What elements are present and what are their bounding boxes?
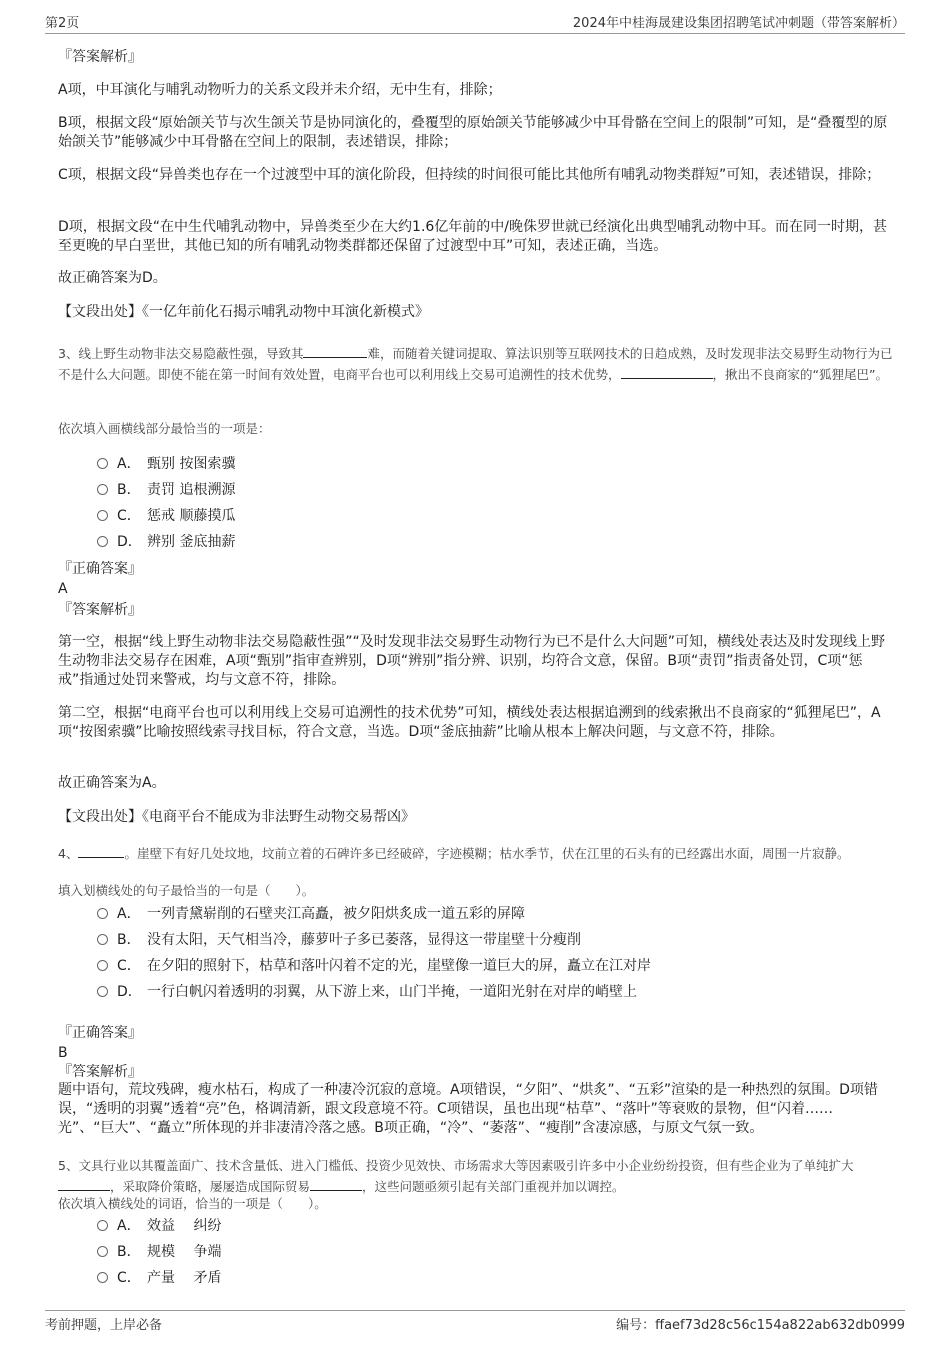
q4-option-c[interactable]: C． 在夕阳的照射下，枯草和落叶闪着不定的光，崖壁像一道巨大的屏，矗立在江对岸 (97, 956, 651, 976)
q5-option-b[interactable]: B． 规模 争端 (97, 1242, 221, 1262)
q4-option-a[interactable]: A． 一列青黛崭削的石壁夹江高矗，被夕阳烘炙成一道五彩的屏障 (97, 904, 525, 924)
header-divider (45, 33, 905, 34)
q4-answer: B (58, 1045, 68, 1061)
blank (303, 344, 367, 358)
q3-answer: A (58, 581, 68, 597)
radio-icon[interactable] (97, 484, 108, 495)
radio-icon[interactable] (97, 960, 108, 971)
q2-option-a-analysis: A项，中耳演化与哺乳动物听力的关系文段并未介绍，无中生有，排除； (58, 82, 502, 98)
document-id: 编号：ffaef73d28c56c154a822ab632db0999 (616, 1318, 905, 1333)
q5-option-a[interactable]: A． 效益 纠纷 (97, 1216, 221, 1236)
q5-prompt: 依次填入横线处的词语，恰当的一项是（ ）。 (58, 1196, 327, 1211)
q4-analysis: 题中语句，荒坟残碑，瘦水枯石，构成了一种凄冷沉寂的意境。A项错误，“夕阳”、“烘炙”、“五彩”渲染的是一种热烈的氛围。D项错误，“透明的羽翼”透着“亮”色，格调清新，跟文段意境不符。C项错误，虽也出现“枯草”、“落叶”等衰败的景物，但“闪着……光”、“巨大”、“矗立”所体现的并非凄清冷落之感。B项正确，“冷”、“萎落”、“瘦削”含凄凉感，与原文气氛一致。 (58, 1082, 878, 1136)
blank (78, 844, 124, 858)
radio-icon[interactable] (97, 1220, 108, 1231)
q5-option-c[interactable]: C． 产量 矛盾 (97, 1268, 221, 1288)
q3-source: 【文段出处】《电商平台不能成为非法野生动物交易帮凶》 (58, 809, 415, 825)
q2-analysis-label: 『答案解析』 (58, 49, 142, 65)
blank (621, 365, 713, 379)
q3-stem: 3、线上野生动物非法交易隐蔽性强，导致其 难，而随着关键词提取、算法识别等互联网技术的日趋成熟，及时发现非法交易野生动物行为已不是什么大问题。即使不能在第一时间有效处置，电商平台也可以利用线上交易可追溯性的技术优势， ，揪出不良商家的“狐狸尾巴”。 (58, 346, 893, 382)
q2-option-d-analysis: D项，根据文段“在中生代哺乳动物中，异兽类至少在大约1.6亿年前的中/晚侏罗世就已经演化出典型哺乳动物中耳。而在同一时期，甚至更晚的早白垩世，其他已知的所有哺乳动物类群都还保留了过渡型中耳”可知，表述正确，当选。 (58, 219, 888, 254)
radio-icon[interactable] (97, 986, 108, 997)
q3-option-a[interactable]: A． 甄别 按图索骥 (97, 454, 235, 474)
q4-analysis-label: 『答案解析』 (58, 1064, 142, 1080)
page-footer (45, 1314, 905, 1332)
radio-icon[interactable] (97, 1272, 108, 1283)
q2-conclusion: 故正确答案为D。 (58, 270, 167, 286)
q3-option-d[interactable]: D． 辨别 釜底抽薪 (97, 532, 235, 552)
q3-answer-label: 『正确答案』 (58, 561, 142, 577)
q4-option-d[interactable]: D． 一行白帆闪着透明的羽翼，从下游上来，山门半掩，一道阳光射在对岸的峭壁上 (97, 982, 637, 1002)
q2-source: 【文段出处】《一亿年前化石揭示哺乳动物中耳演化新模式》 (58, 304, 429, 320)
page-number: 第2页 (45, 16, 80, 31)
radio-icon[interactable] (97, 908, 108, 919)
radio-icon[interactable] (97, 1246, 108, 1257)
page-header (45, 12, 905, 32)
q3-analysis-para2: 第二空，根据“电商平台也可以利用线上交易可追溯性的技术优势”可知，横线处表达根据追溯到的线索揪出不良商家的“狐狸尾巴”，A项“按图索骥”比喻按照线索寻找目标，符合文意，当选。D项“釜底抽薪”比喻从根本上解决问题，与文意不符，排除。 (58, 705, 881, 740)
q2-option-b-analysis: B项，根据文段“原始颌关节与次生颌关节是协同演化的，叠覆型的原始颌关节能够减少中耳骨骼在空间上的限制”可知，是“叠覆型的原始颌关节”能够减少中耳骨骼在空间上的限制，表述错误，排除； (58, 115, 888, 150)
radio-icon[interactable] (97, 458, 108, 469)
q4-answer-label: 『正确答案』 (58, 1025, 142, 1041)
radio-icon[interactable] (97, 934, 108, 945)
q3-prompt: 依次填入画横线部分最恰当的一项是： (58, 421, 271, 436)
document-title: 2024年中桂海晟建设集团招聘笔试冲刺题（带答案解析） (572, 16, 905, 31)
blank (310, 1177, 362, 1191)
q4-option-b[interactable]: B． 没有太阳，天气相当冷，藤萝叶子多已萎落，显得这一带崖壁十分瘦削 (97, 930, 581, 950)
q4-prompt: 填入划横线处的句子最恰当的一句是（ ）。 (58, 883, 315, 898)
q3-analysis-para1: 第一空，根据“线上野生动物非法交易隐蔽性强”“及时发现非法交易野生动物行为已不是什么大问题”可知，横线处表达及时发现线上野生动物非法交易存在困难，A项“甄别”指审查辨别，D项“辨别”指分辨、识别，均符合文意，保留。B项“责罚”指责备处罚，C项“惩戒”指通过处罚来警戒，均与文意不符，排除。 (58, 634, 886, 688)
radio-icon[interactable] (97, 510, 108, 521)
q3-analysis-label: 『答案解析』 (58, 602, 142, 618)
q3-option-b[interactable]: B． 责罚 追根溯源 (97, 480, 235, 500)
footer-slogan: 考前押题，上岸必备 (45, 1318, 163, 1333)
q4-stem: 4、 。崖壁下有好几处坟地，坟前立着的石碑许多已经破碎，字迹模糊；枯水季节，伏在江里的石头有的已经露出水面，周围一片寂静。 (58, 846, 850, 861)
radio-icon[interactable] (97, 536, 108, 547)
q2-option-c-analysis: C项，根据文段“异兽类也存在一个过渡型中耳的演化阶段，但持续的时间很可能比其他所有哺乳动物类群短”可知，表述错误，排除； (58, 167, 881, 183)
q5-stem: 5、文具行业以其覆盖面广、技术含量低、进入门槛低、投资少见效快、市场需求大等因素吸引许多中小企业纷纷投资，但有些企业为了单纯扩大，采取降价策略，屡屡造成国际贸易 ，这些问题亟须引起有关部门重视并加以调控。 (58, 1158, 854, 1194)
footer-divider (45, 1310, 905, 1311)
blank (58, 1177, 110, 1191)
q3-option-c[interactable]: C． 惩戒 顺藤摸瓜 (97, 506, 235, 526)
q3-conclusion: 故正确答案为A。 (58, 775, 166, 791)
